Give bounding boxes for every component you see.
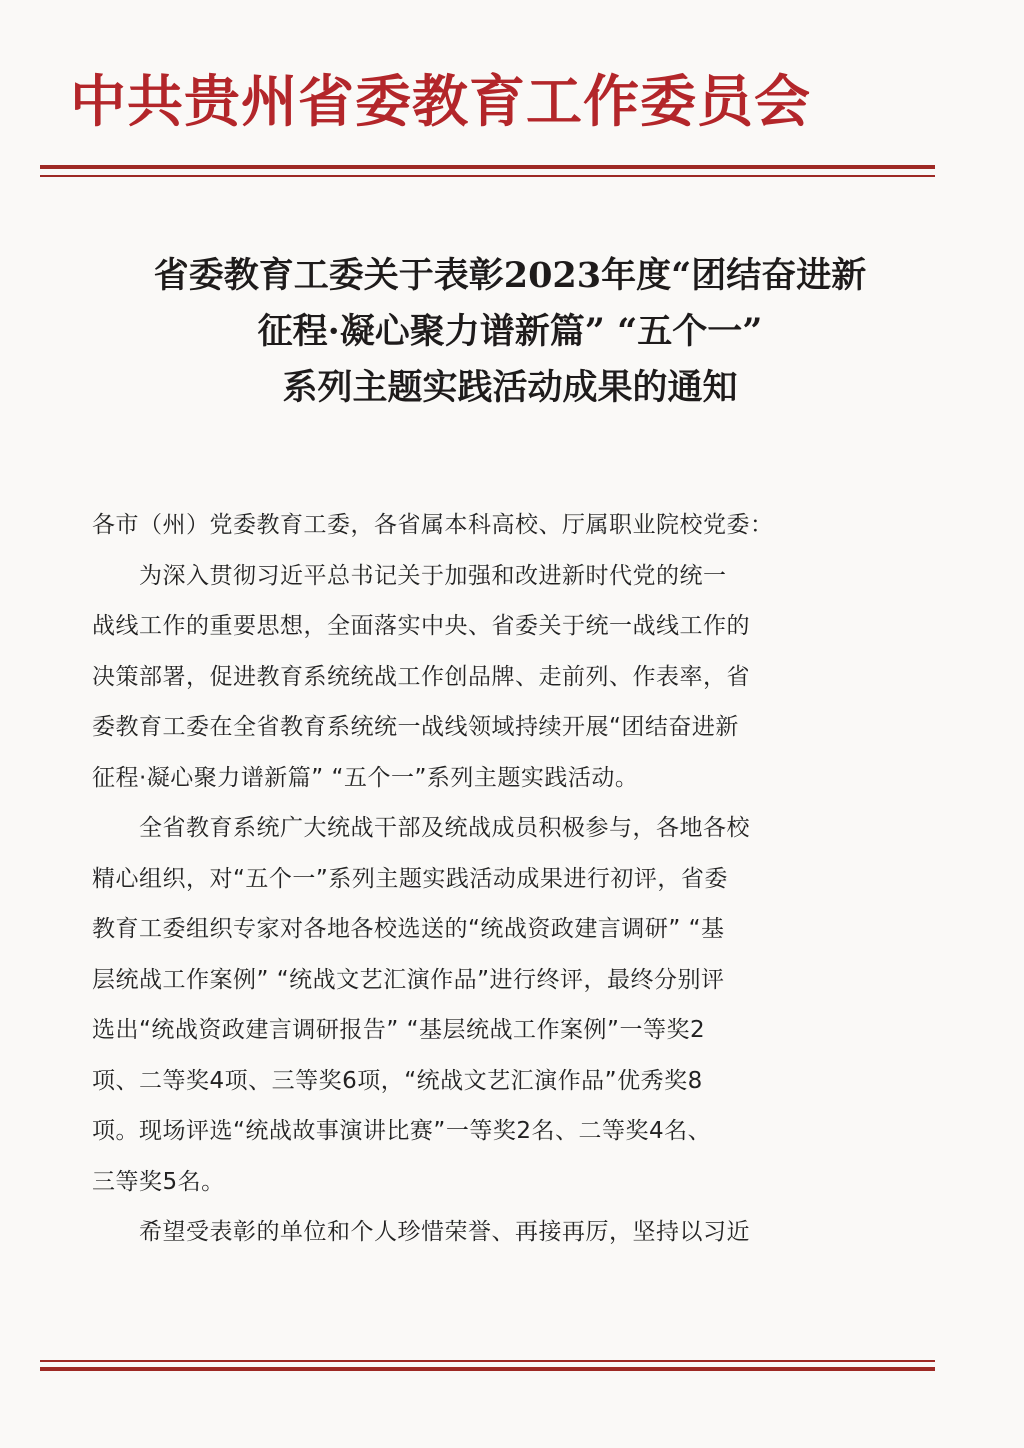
letterhead-org-name: 中共贵州省委教育工作委员会 bbox=[70, 69, 811, 135]
notice-title-line-1: 省委教育工委关于表彰2023年度“团结奋进新 bbox=[153, 255, 867, 296]
letterhead-rule-thick bbox=[40, 165, 935, 169]
paragraph-2-line: 项。现场评选“统战故事演讲比赛”一等奖2名、二等奖4名、 bbox=[92, 1118, 712, 1144]
paragraph-1-line: 为深入贯彻习近平总书记关于加强和改进新时代党的统一 bbox=[92, 562, 727, 589]
paragraph-2-line: 层统战工作案例” “统战文艺汇演作品”进行终评，最终分别评 bbox=[92, 966, 725, 993]
footer-rule-thick bbox=[40, 1367, 935, 1371]
paragraph-1-line: 委教育工委在全省教育系统统一战线领域持续开展“团结奋进新 bbox=[92, 714, 739, 740]
paragraph-2-line: 全省教育系统广大统战干部及统战成员积极参与，各地各校 bbox=[92, 815, 750, 841]
salutation: 各市（州）党委教育工委，各省属本科高校、厅属职业院校党委： bbox=[92, 512, 774, 538]
footer-rule-thin bbox=[40, 1360, 935, 1362]
paragraph-2-line: 教育工委组织专家对各地各校选送的“统战资政建言调研” “基 bbox=[92, 916, 725, 942]
notice-title-line-3: 系列主题实践活动成果的通知 bbox=[282, 367, 738, 408]
notice-body bbox=[92, 500, 892, 1258]
paragraph-3-line: 希望受表彰的单位和个人珍惜荣誉、再接再厉，坚持以习近 bbox=[92, 1219, 750, 1245]
paragraph-2-line: 项、二等奖4项、三等奖6项，“统战文艺汇演作品”优秀奖8 bbox=[92, 1067, 703, 1094]
notice-title-line-2: 征程·凝心聚力谱新篇” “五个一” bbox=[257, 311, 763, 352]
paragraph-2-line: 选出“统战资政建言调研报告” “基层统战工作案例”一等奖2 bbox=[92, 1017, 706, 1043]
paragraph-1-line: 征程·凝心聚力谱新篇” “五个一”系列主题实践活动。 bbox=[92, 764, 639, 791]
paragraph-1-line: 战线工作的重要思想，全面落实中央、省委关于统一战线工作的 bbox=[92, 613, 750, 639]
paragraph-1-line: 决策部署，促进教育系统统战工作创品牌、走前列、作表率，省 bbox=[92, 663, 750, 690]
paragraph-2-line: 三等奖5名。 bbox=[92, 1168, 225, 1195]
paragraph-2-line: 精心组织，对“五个一”系列主题实践活动成果进行初评，省委 bbox=[92, 865, 728, 892]
notice-title bbox=[60, 248, 960, 416]
letterhead-rule-thin bbox=[40, 175, 935, 177]
